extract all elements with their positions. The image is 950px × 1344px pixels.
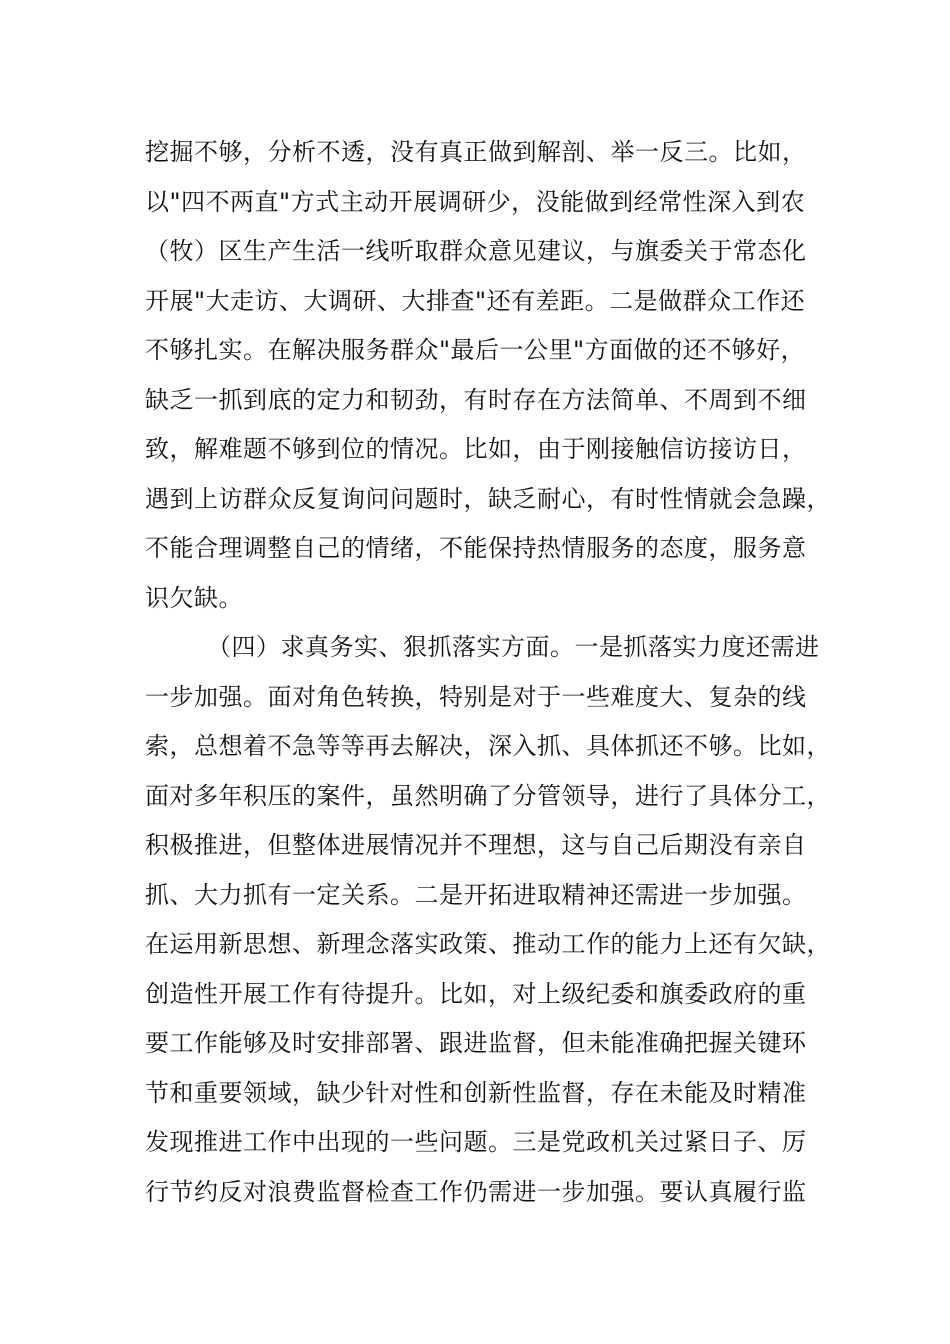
text-line: 抓、大力抓有一定关系。二是开拓进取精神还需进一步加强。 xyxy=(145,880,807,909)
text-line: 以"四不两直"方式主动开展调研少，没能做到经常性深入到农 xyxy=(145,187,806,216)
text-line: 要工作能够及时安排部署、跟进监督，但未能准确把握关键环 xyxy=(145,1029,807,1057)
text-line: 节和重要领域，缺少针对性和创新性监督，存在未能及时精准 xyxy=(145,1078,807,1107)
body-text xyxy=(145,128,845,1217)
text-line: 发现推进工作中出现的一些问题。三是党政机关过紧日子、厉 xyxy=(145,1128,807,1156)
text-line: 不够扎实。在解决服务群众"最后一公里"方面做的还不够好， xyxy=(145,336,806,364)
text-line: （牧）区生产生活一线听取群众意见建议，与旗委关于常态化 xyxy=(145,237,807,265)
text-line: 行节约反对浪费监督检查工作仍需进一步加强。要认真履行监 xyxy=(145,1177,807,1206)
text-line: 识欠缺。 xyxy=(145,583,243,612)
text-line: 开展"大走访、大调研、大排查"还有差距。二是做群众工作还 xyxy=(145,286,806,315)
text-line: 创造性开展工作有待提升。比如，对上级纪委和旗委政府的重 xyxy=(145,979,807,1008)
text-line: 索，总想着不急等等再去解决，深入抓、具体抓还不够。比如， xyxy=(145,732,831,760)
text-line: 缺乏一抓到底的定力和韧劲，有时存在方法简单、不周到不细 xyxy=(145,385,807,414)
text-line: 不能合理调整自己的情绪，不能保持热情服务的态度，服务意 xyxy=(145,534,807,562)
text-line: 在运用新思想、新理念落实政策、推动工作的能力上还有欠缺， xyxy=(145,930,831,958)
text-line: 积极推进，但整体进展情况并不理想，这与自己后期没有亲自 xyxy=(145,831,807,859)
text-line: 致，解难题不够到位的情况。比如，由于刚接触信访接访日， xyxy=(145,435,807,463)
text-line: 面对多年积压的案件，虽然明确了分管领导，进行了具体分工， xyxy=(145,781,831,810)
section-heading-line: （四）求真务实、狠抓落实方面。一是抓落实力度还需进 xyxy=(207,633,820,661)
text-line: 遇到上访群众反复询问问题时，缺乏耐心，有时性情就会急躁， xyxy=(145,484,831,513)
text-line: 挖掘不够，分析不透，没有真正做到解剖、举一反三。比如， xyxy=(145,138,807,166)
text-line: 一步加强。面对角色转换，特别是对于一些难度大、复杂的线 xyxy=(145,682,807,711)
